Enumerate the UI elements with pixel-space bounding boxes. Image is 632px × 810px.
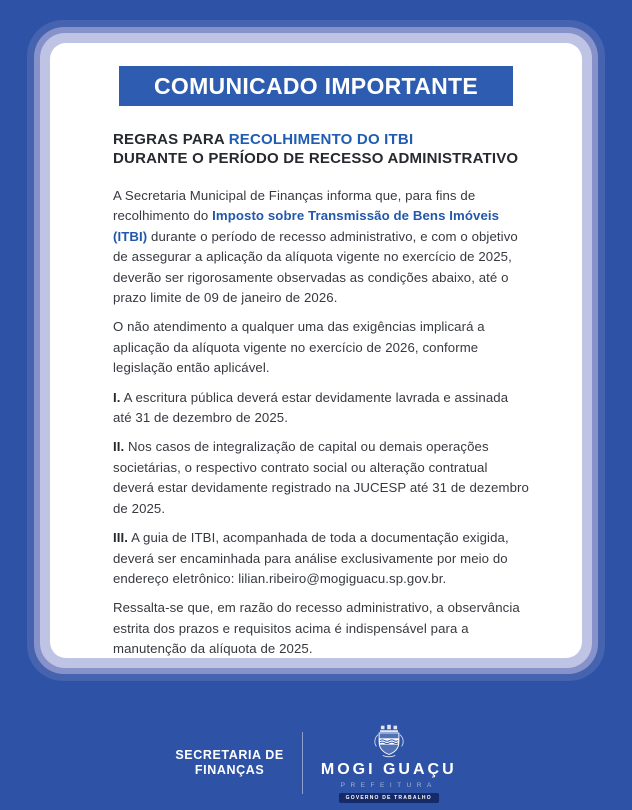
- coat-of-arms-icon: [370, 723, 408, 759]
- footer: [0, 715, 632, 810]
- city-name: MOGI GUAÇU: [320, 760, 457, 778]
- body-paragraph-item-1: I. A escritura pública deverá estar devidamente lavrada e assinada até 31 de dezembro de 2025.: [113, 389, 509, 426]
- heading-line1-prefix: REGRAS PARA: [113, 131, 229, 148]
- body-paragraph: A Secretaria Municipal de Finanças informa que, para fins de recolhimento do Imposto sobre Transmissão de Bens Imóveis (ITBI) durante o período de recesso administrativo, e com o objetivo de assegurar a aplicação da alíquota vigente no exercício de 2025, deverão ser rigorosamente observadas as condições abaixo, até o prazo limite de 09 de janeiro de 2026.: [113, 188, 518, 306]
- body-paragraph: O não atendimento a qualquer uma das exigências implicará a aplicação da alíquota vigente no exercício de 2026, conforme legislação então aplicável.: [113, 319, 485, 376]
- department-line2: FINANÇAS: [194, 762, 265, 777]
- outer-frame: [27, 20, 605, 681]
- department-name: [175, 748, 284, 778]
- department-line1: SECRETARIA DE: [175, 747, 284, 762]
- notice-body: [113, 186, 530, 658]
- heading-line2: DURANTE O PERÍODO DE RECESSO ADMINISTRATIVO: [113, 150, 519, 167]
- body-paragraph-closing: Ressalta-se que, em razão do recesso administrativo, a observância estrita dos prazos e requisitos acima é indispensável para a manutenção da alíquota de 2025.: [113, 600, 520, 657]
- banner: [119, 66, 513, 106]
- city-logo: [321, 723, 457, 803]
- middle-frame: [34, 27, 598, 674]
- government-badge: GOVERNO DE TRABALHO: [339, 793, 439, 803]
- banner-title: COMUNICADO IMPORTANTE: [153, 72, 479, 99]
- inner-frame: [40, 33, 592, 668]
- notice-card: [50, 43, 582, 658]
- body-paragraph-item-3: III. A guia de ITBI, acompanhada de toda a documentação exigida, deverá ser encaminhada para análise exclusivamente por meio do endereço eletrônico: lilian.ribeiro@mogiguacu.sp.gov.br.: [113, 530, 509, 586]
- footer-divider: [302, 732, 303, 794]
- notice-heading: [113, 130, 530, 168]
- heading-line1: [113, 130, 530, 149]
- notice-page: [0, 20, 632, 810]
- city-subtitle: PREFEITURA: [340, 781, 437, 789]
- heading-line1-accent: RECOLHIMENTO DO ITBI: [228, 131, 414, 148]
- body-paragraph-item-2: II. Nos casos de integralização de capital ou demais operações societárias, o respectivo contrato social ou alteração contratual deverá estar devidamente registrado na JUCESP até 31 de dezembro de 2025.: [113, 439, 529, 516]
